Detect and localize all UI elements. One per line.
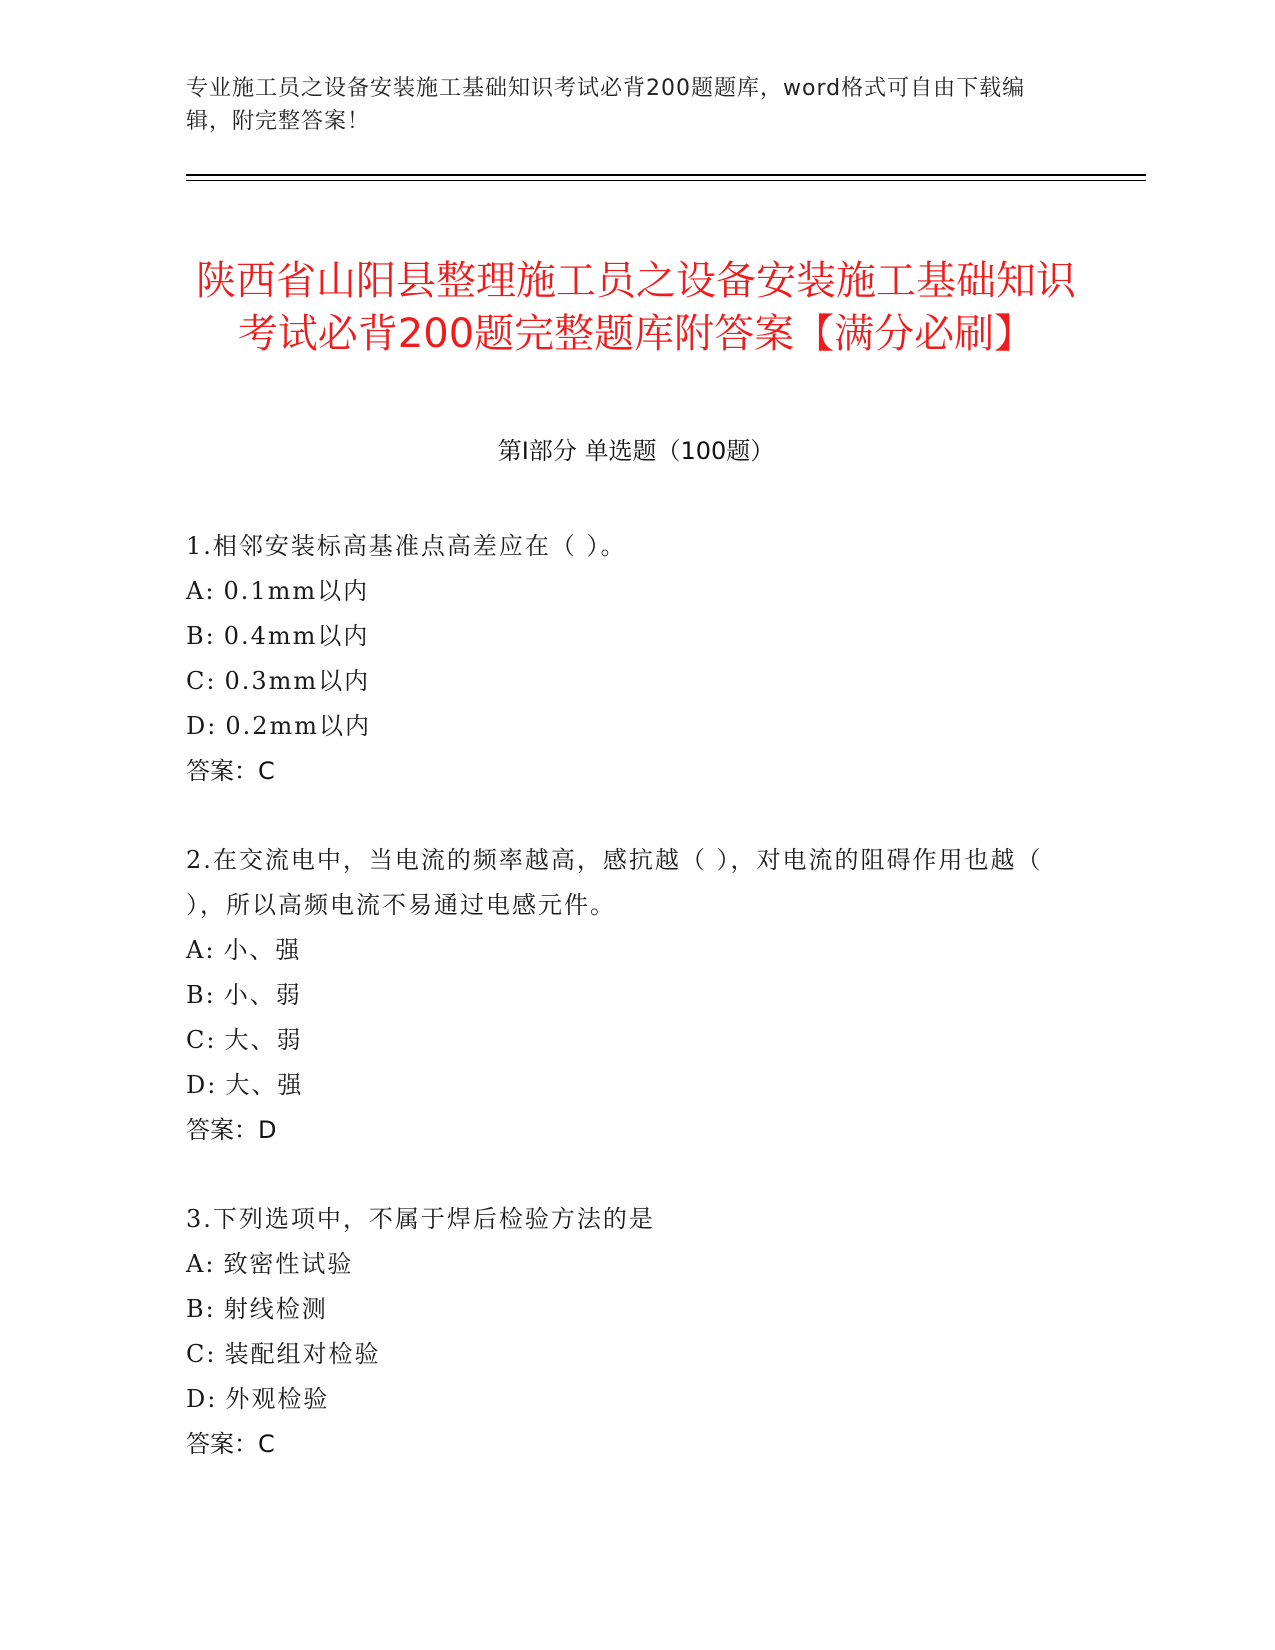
option-text: 0.2mm以内	[225, 712, 372, 740]
option-a: A: 小、强	[186, 936, 302, 964]
option-d: D: 外观检验	[186, 1385, 330, 1413]
option-letter: B	[186, 622, 206, 650]
option-text: 小、弱	[223, 981, 302, 1009]
option-letter: D	[186, 1071, 208, 1099]
option-text: 射线检测	[223, 1295, 328, 1323]
option-d: D: 0.2mm以内	[186, 712, 372, 740]
option-text: 致密性试验	[223, 1250, 354, 1278]
option-letter: D	[186, 1385, 208, 1413]
option-b: B: 小、弱	[186, 981, 302, 1009]
option-letter: A	[186, 577, 206, 605]
question-stem: 3.下列选项中，不属于焊后检验方法的是	[186, 1205, 655, 1233]
question-item	[186, 1197, 1066, 1467]
option-c: C: 大、弱	[186, 1026, 303, 1054]
option-letter: C	[186, 667, 207, 695]
answer-line: 答案：D	[186, 1116, 277, 1144]
option-letter: A	[186, 1250, 206, 1278]
header-divider-thin	[186, 180, 1146, 181]
section-title: 第Ⅰ部分 单选题（100题）	[497, 437, 775, 465]
option-a: A: 0.1mm以内	[186, 577, 370, 605]
option-letter: C	[186, 1026, 207, 1054]
option-c: C: 0.3mm以内	[186, 667, 371, 695]
option-text: 装配组对检验	[224, 1340, 381, 1368]
option-c: C: 装配组对检验	[186, 1340, 381, 1368]
header-note: 专业施工员之设备安装施工基础知识考试必背200题题库，word格式可自由下载编辑，附完整答案！	[186, 76, 1026, 134]
document-title: 陕西省山阳县整理施工员之设备安装施工基础知识考试必背200题完整题库附答案【满分必刷】	[196, 257, 1076, 357]
option-text: 大、弱	[224, 1026, 303, 1054]
answer-line: 答案：C	[186, 757, 275, 785]
option-d: D: 大、强	[186, 1071, 304, 1099]
header-divider-thick	[186, 174, 1146, 176]
option-text: 外观检验	[225, 1385, 330, 1413]
question-item	[186, 838, 1066, 1153]
option-b: B: 射线检测	[186, 1295, 328, 1323]
option-letter: B	[186, 1295, 206, 1323]
option-text: 0.3mm以内	[224, 667, 371, 695]
answer-line: 答案：C	[186, 1430, 275, 1458]
question-list	[186, 524, 1066, 1511]
question-stem: 2.在交流电中，当电流的频率越高，感抗越（ ），对电流的阻碍作用也越（ ），所以高频电流不易通过电感元件。	[186, 846, 1043, 919]
option-text: 0.1mm以内	[223, 577, 370, 605]
option-text: 0.4mm以内	[223, 622, 370, 650]
option-letter: D	[186, 712, 208, 740]
option-b: B: 0.4mm以内	[186, 622, 370, 650]
option-a: A: 致密性试验	[186, 1250, 354, 1278]
option-letter: B	[186, 981, 206, 1009]
option-text: 小、强	[223, 936, 302, 964]
question-stem: 1.相邻安装标高基准点高差应在（ ）。	[186, 532, 627, 560]
option-text: 大、强	[225, 1071, 304, 1099]
question-item	[186, 524, 1066, 794]
option-letter: C	[186, 1340, 207, 1368]
option-letter: A	[186, 936, 206, 964]
